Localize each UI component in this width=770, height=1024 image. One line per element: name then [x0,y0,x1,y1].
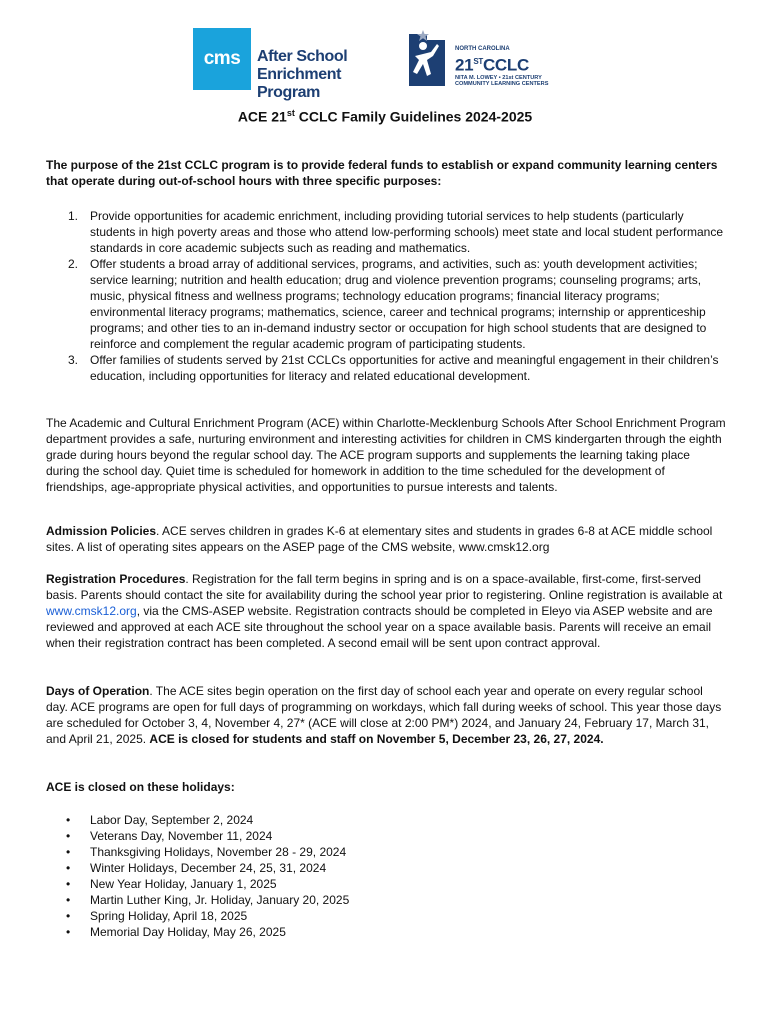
cmsk12-link[interactable]: www.cmsk12.org [46,604,137,618]
days-of-operation: Days of Operation. The ACE sites begin operation on the first day of school each year and operate on every regular school day. ACE programs are open for full days of programming on workdays, which fall during weeks of school. This year those days are scheduled for October 3, 4, November 4, 27* (ACE will close at 2:00 PM*) 2024, and January 24, February 17, March 31, and April 21, 2025. ACE is closed for students and staff on November 5, December 23, 26, 27, 2024. [46,684,722,746]
cclc-state: NORTH CAROLINA [455,46,510,52]
admission-policies: Admission Policies. ACE serves children in grades K-6 at elementary sites and students in grades 6-8 at ACE middle school sites. A list of operating sites appears on the ASEP page of the CMS website, www.cmsk12.org [46,524,713,554]
cms-after-school-logo [193,28,383,101]
cclc-sub-2: COMMUNITY LEARNING CENTERS [455,81,549,88]
ace-description: The Academic and Cultural Enrichment Program (ACE) within Charlotte-Mecklenburg Schools After School Enrichment Program department provides a safe, nurturing environment and interesting activities for children in CMS kindergarten through the eighth grade during hours beyond the regular school day. The ACE program supports and supplements the learning taking place during the school day. Quiet time is scheduled for homework in addition to the time scheduled for the development of friendships, age-appropriate physical activities, and opportunities to pursue interests and talents. [46,416,726,494]
cms-logo-mark [193,28,251,90]
cclc-wordmark [455,46,548,88]
days-heading: Days of Operation [46,684,150,698]
holidays-list [46,812,726,940]
cms-program-name [257,48,383,102]
purpose-statement: The purpose of the 21st CCLC program is to provide federal funds to establish or expand community learning centers that operate during out-of-school hours with three specific purposes: [46,158,718,188]
closed-dates: ACE is closed for students and staff on November 5, December 23, 26, 27, 2024. [149,732,604,746]
cclc-main: 21STCCLC [455,55,529,75]
list-item: • Thanksgiving Holidays, November 28 - 29, 2024 [66,845,347,859]
list-item: • Memorial Day Holiday, May 26, 2025 [66,925,286,939]
list-item: 2. Offer students a broad array of additional services, programs, and activities, such as: youth development activities; service learning; nutrition and health education; drug and violence prevention programs; counseling programs; arts, music, physical fitness and wellness programs; technology education programs; financial literacy programs; environmental literacy programs; mathematics, science, career and technical programs; internship or apprenticeship programs; and other ties to an in-demand industry sector or occupation for high school students that are designed to reinforce and complement the regular academic program of participating students. [68,257,707,351]
cms-logo-text: cms [203,48,241,69]
nc-21st-cclc-logo [401,30,601,90]
nc-state-figure-icon [401,30,451,88]
list-item: • Labor Day, September 2, 2024 [66,813,254,827]
list-item: • Veterans Day, November 11, 2024 [66,829,273,843]
holidays-heading: ACE is closed on these holidays: [46,780,235,794]
registration-procedures: Registration Procedures. Registration for the fall term begins in spring and is on a space-available, first-come, first-served basis. Parents should contact the site for availability during the school year prior to registering. Online registration is available at www.cmsk12.org, via the CMS-ASEP website. Registration contracts should be completed in Eleyo via ASEP website and are reviewed and approved at each ACE site throughout the school year on a space available basis. Parents will receive an email when their registration contract has been completed. A second email will be sent upon contract approval. [46,572,723,650]
list-item: • Winter Holidays, December 24, 25, 31, 2024 [66,861,327,875]
registration-heading: Registration Procedures [46,572,186,586]
document-title: ACE 21st CCLC Family Guidelines 2024-2025 [237,108,533,125]
list-item: • New Year Holiday, January 1, 2025 [66,877,277,891]
purposes-list [46,208,726,384]
list-item: • Martin Luther King, Jr. Holiday, January 20, 2025 [66,893,350,907]
cclc-sub-1: NITA M. LOWEY • 21st CENTURY [455,74,542,81]
list-item: 3. Offer families of students served by 21st CCLCs opportunities for active and meaningful engagement in their children’s education, including opportunities for literacy and related educational development. [68,353,719,383]
admission-heading: Admission Policies [46,524,157,538]
list-item: 1. Provide opportunities for academic enrichment, including providing tutorial services to help students (particularly students in high poverty areas and those who attend low-performing schools) meet state and local student performance standards in core academic subjects such as reading and mathematics. [68,209,724,255]
list-item: • Spring Holiday, April 18, 2025 [66,909,248,923]
cms-line-2: Enrichment Program [257,66,342,101]
cms-line-1: After School [257,48,348,65]
